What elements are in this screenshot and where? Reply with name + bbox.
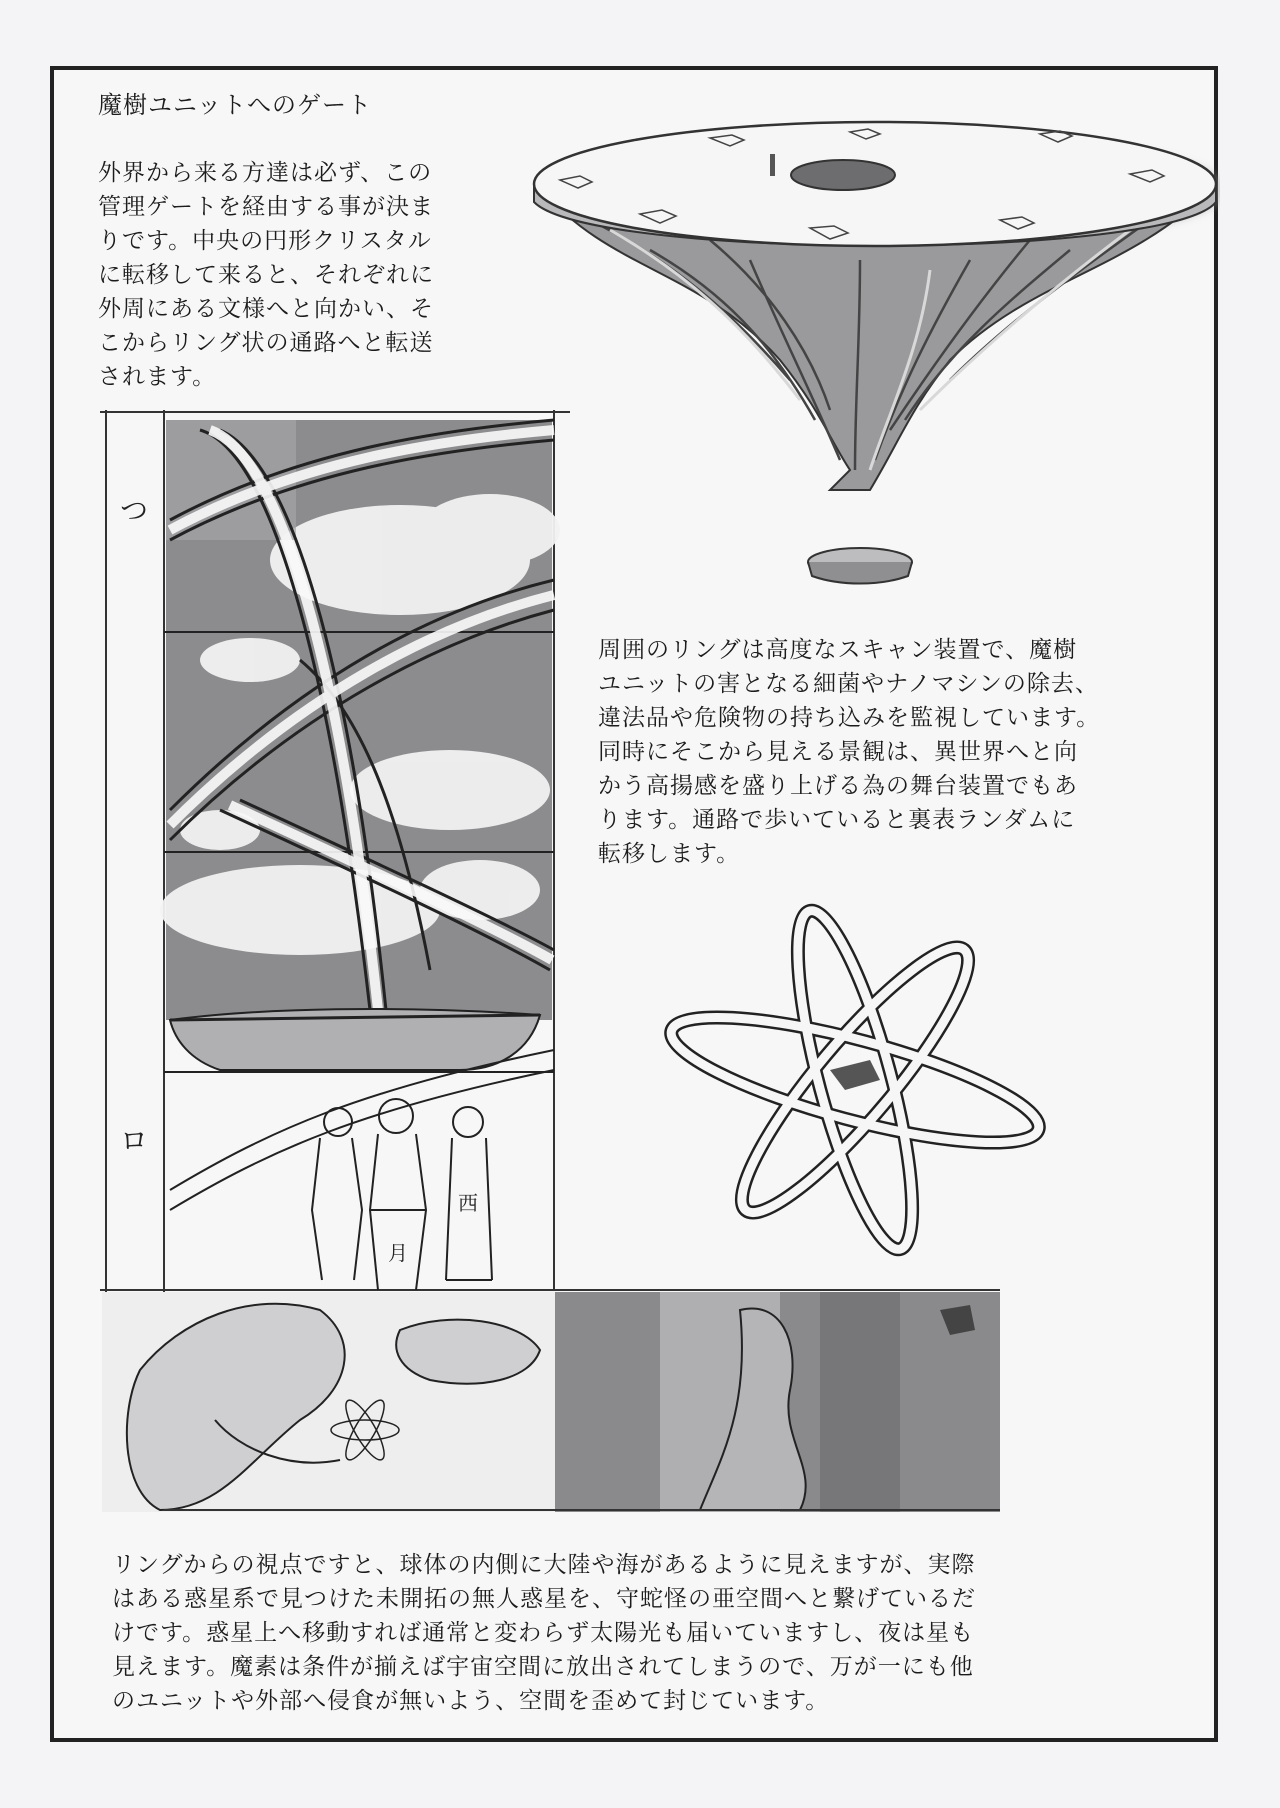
ring-line: かう高揚感を盛り上げる為の舞台装置でもあ xyxy=(598,773,1078,799)
intro-line: されます。 xyxy=(98,364,217,390)
ring-line: 同時にそこから見える景観は、異世界へと向 xyxy=(598,739,1078,765)
bottom-line: リングからの視点ですと、球体の内側に大陸や海があるように見えますが、実際 xyxy=(112,1552,976,1578)
ring-illustration xyxy=(640,900,1070,1260)
intro-line: りです。中央の円形クリスタル xyxy=(98,228,432,254)
bottom-line: のユニットや外部へ侵食が無いよう、空間を歪めて封じています。 xyxy=(112,1688,830,1714)
intro-line: 外界から来る方達は必ず、この xyxy=(98,160,433,186)
bottom-line: はある惑星系で見つけた未開拓の無人惑星を、守蛇怪の亜空間へと繋げているだ xyxy=(112,1586,976,1612)
panel-mark: つ xyxy=(120,494,149,527)
figure-label: 西 xyxy=(458,1191,478,1215)
intro-line: に転移して来ると、それぞれに xyxy=(98,262,434,288)
ring-line: 違法品や危険物の持ち込みを監視しています。 xyxy=(598,705,1101,731)
ring-line: ります。通路で歩いていると裏表ランダムに xyxy=(598,807,1076,833)
panel-mark: ロ xyxy=(120,1124,149,1157)
figure-label: 月 xyxy=(388,1241,408,1265)
intro-line: こからリング状の通路へと転送 xyxy=(98,330,434,356)
intro-paragraph xyxy=(98,156,498,394)
bottom-line: けです。惑星上へ移動すれば通常と変わらず太陽光も届いていますし、夜は星も xyxy=(112,1620,975,1646)
intro-line: 外周にある文様へと向かい、そ xyxy=(98,296,434,322)
ring-line: 転移します。 xyxy=(598,841,741,867)
ring-description xyxy=(598,633,1178,871)
ring-line: 周囲のリングは高度なスキャン装置で、魔樹 xyxy=(598,637,1078,663)
bottom-paragraph xyxy=(112,1548,1122,1718)
intro-line: 管理ゲートを経由する事が決ま xyxy=(98,194,434,220)
ring-line: ユニットの害となる細菌やナノマシンの除去、 xyxy=(598,671,1099,697)
page-title: 魔樹ユニットへのゲート xyxy=(98,91,373,119)
bottom-line: 見えます。魔素は条件が揃えば宇宙空間に放出されてしまうので、万が一にも他 xyxy=(112,1654,974,1680)
